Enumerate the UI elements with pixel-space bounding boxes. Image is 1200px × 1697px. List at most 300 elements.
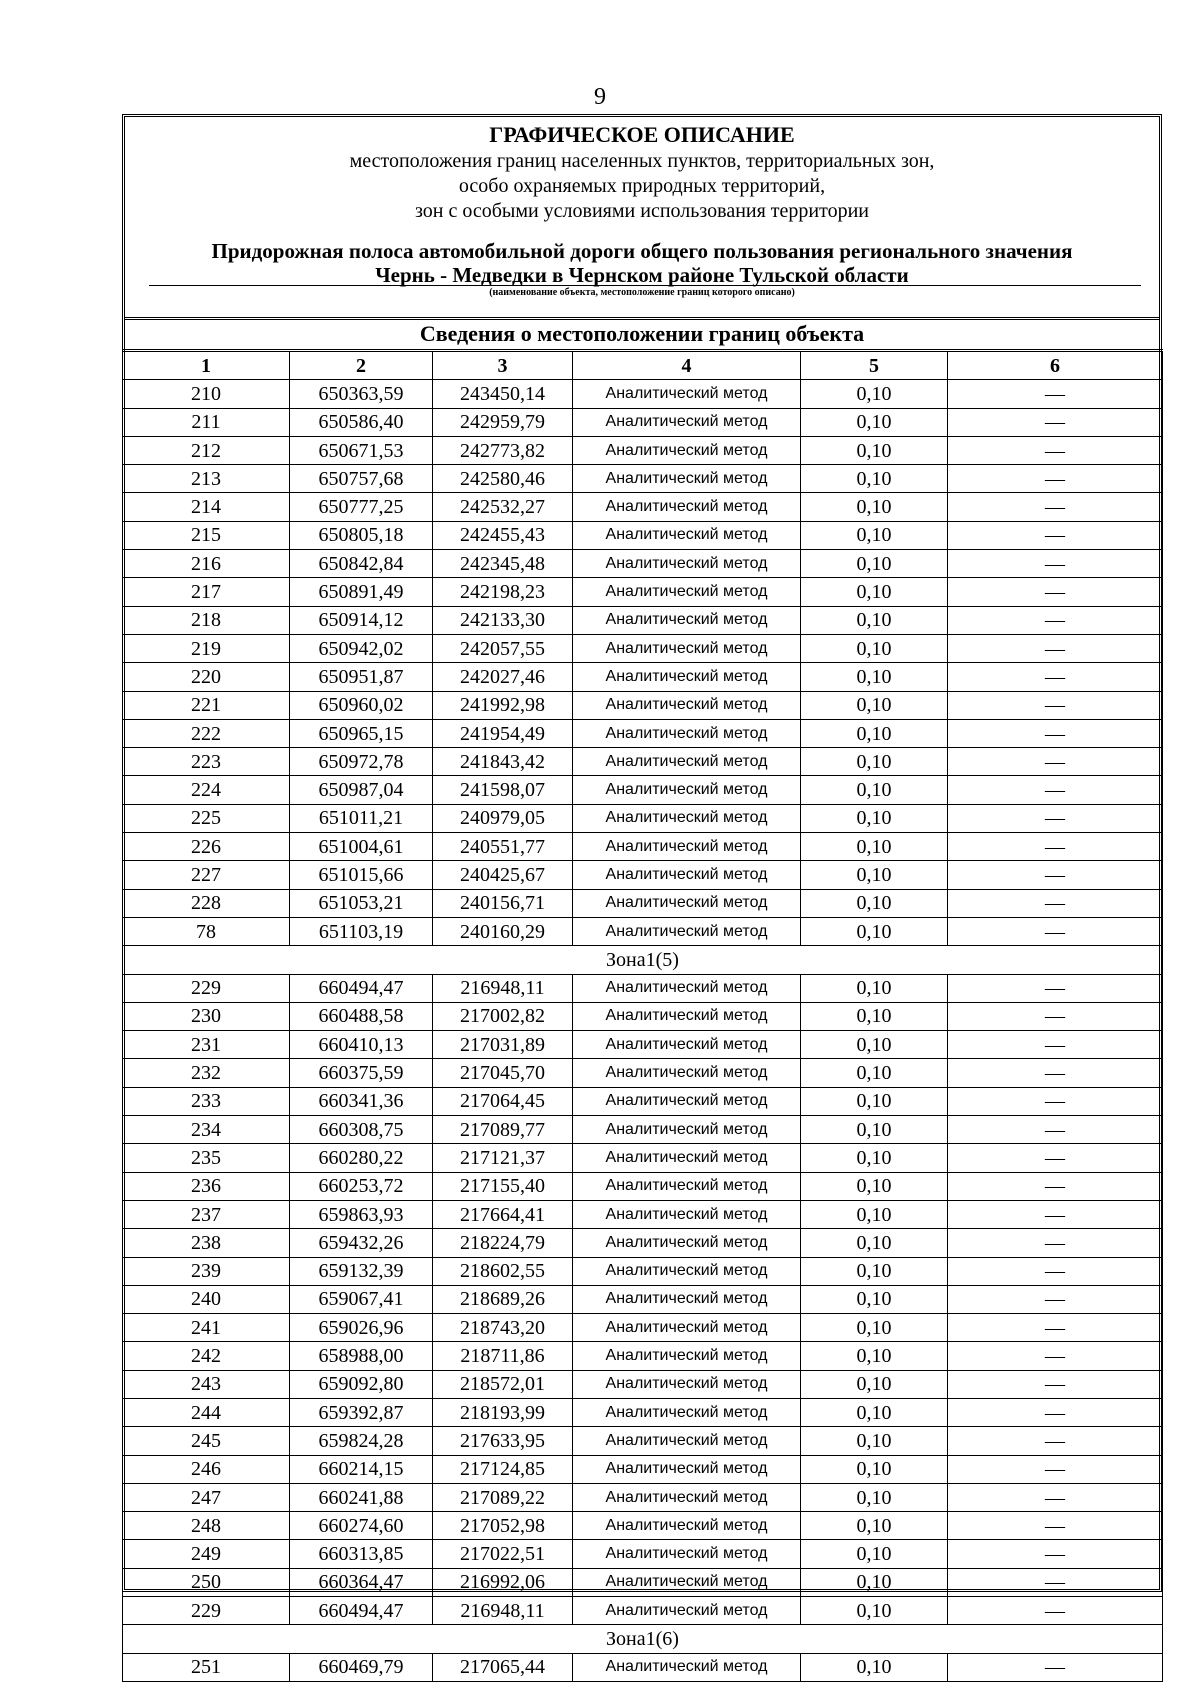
table-cell: 650960,02 bbox=[290, 691, 433, 719]
table-row bbox=[123, 634, 1163, 662]
table-cell: 242959,79 bbox=[433, 408, 573, 436]
column-header: 6 bbox=[948, 351, 1163, 380]
table-cell: 0,10 bbox=[801, 1568, 948, 1596]
page-number: 9 bbox=[594, 84, 606, 110]
column-header: 1 bbox=[123, 351, 290, 380]
table-cell: 217121,37 bbox=[433, 1144, 573, 1172]
table-cell: 0,10 bbox=[801, 1512, 948, 1540]
table-cell: 0,10 bbox=[801, 1455, 948, 1483]
table-cell: 241954,49 bbox=[433, 719, 573, 747]
table-cell: 0,10 bbox=[801, 1031, 948, 1059]
table-row bbox=[123, 1597, 1163, 1625]
table-cell: — bbox=[948, 1257, 1163, 1285]
table-cell: 660214,15 bbox=[290, 1455, 433, 1483]
table-cell: 0,10 bbox=[801, 1398, 948, 1426]
table-row bbox=[123, 550, 1163, 578]
table-cell: 0,10 bbox=[801, 606, 948, 634]
table-row bbox=[123, 1483, 1163, 1511]
table-cell: — bbox=[948, 1144, 1163, 1172]
table-cell: 0,10 bbox=[801, 1370, 948, 1398]
object-name-line: Чернь - Медведки в Чернском районе Тульской области bbox=[375, 263, 909, 287]
table-cell: 0,10 bbox=[801, 436, 948, 464]
table-cell: 660410,13 bbox=[290, 1031, 433, 1059]
table-cell: Аналитический метод bbox=[573, 1370, 801, 1398]
table-cell: 246 bbox=[123, 1455, 290, 1483]
table-cell: Аналитический метод bbox=[573, 1512, 801, 1540]
table-cell: — bbox=[948, 804, 1163, 832]
table-cell: 217124,85 bbox=[433, 1455, 573, 1483]
table-cell: 242198,23 bbox=[433, 578, 573, 606]
table-cell: — bbox=[948, 1342, 1163, 1370]
table-cell: 243 bbox=[123, 1370, 290, 1398]
table-cell: — bbox=[948, 861, 1163, 889]
table-cell: 242345,48 bbox=[433, 550, 573, 578]
table-cell: 217089,22 bbox=[433, 1483, 573, 1511]
table-cell: 214 bbox=[123, 493, 290, 521]
table-cell: 659392,87 bbox=[290, 1398, 433, 1426]
table-cell: 0,10 bbox=[801, 1540, 948, 1568]
table-cell: 242532,27 bbox=[433, 493, 573, 521]
table-cell: Аналитический метод bbox=[573, 1455, 801, 1483]
table-row bbox=[123, 1314, 1163, 1342]
table-cell: 660494,47 bbox=[290, 974, 433, 1002]
table-cell: 660469,79 bbox=[290, 1653, 433, 1681]
table-cell: 217031,89 bbox=[433, 1031, 573, 1059]
column-header: 4 bbox=[573, 351, 801, 380]
table-cell: Аналитический метод bbox=[573, 1087, 801, 1115]
table-cell: 212 bbox=[123, 436, 290, 464]
object-name-underline bbox=[149, 285, 1141, 286]
table-cell: 0,10 bbox=[801, 380, 948, 408]
table-cell: Аналитический метод bbox=[573, 1116, 801, 1144]
table-cell: 650805,18 bbox=[290, 521, 433, 549]
table-cell: 660241,88 bbox=[290, 1483, 433, 1511]
table-cell: 234 bbox=[123, 1116, 290, 1144]
table-cell: 217089,77 bbox=[433, 1116, 573, 1144]
table-cell: 249 bbox=[123, 1540, 290, 1568]
table-cell: — bbox=[948, 493, 1163, 521]
table-cell: 660375,59 bbox=[290, 1059, 433, 1087]
table-cell: Аналитический метод bbox=[573, 1229, 801, 1257]
table-row bbox=[123, 521, 1163, 549]
table-cell: 0,10 bbox=[801, 1087, 948, 1115]
table-cell: 211 bbox=[123, 408, 290, 436]
table-cell: 216992,06 bbox=[433, 1568, 573, 1596]
table-cell: — bbox=[948, 1597, 1163, 1625]
table-cell: Аналитический метод bbox=[573, 861, 801, 889]
table-cell: 0,10 bbox=[801, 578, 948, 606]
table-row bbox=[123, 1398, 1163, 1426]
table-cell: 78 bbox=[123, 917, 290, 945]
table-cell: 659132,39 bbox=[290, 1257, 433, 1285]
table-row bbox=[123, 606, 1163, 634]
table-cell: 0,10 bbox=[801, 634, 948, 662]
table-cell: 0,10 bbox=[801, 719, 948, 747]
table-cell: 0,10 bbox=[801, 1285, 948, 1313]
table-cell: 217155,40 bbox=[433, 1172, 573, 1200]
table-cell: 0,10 bbox=[801, 465, 948, 493]
table-cell: 650586,40 bbox=[290, 408, 433, 436]
table-cell: 0,10 bbox=[801, 917, 948, 945]
table-cell: — bbox=[948, 691, 1163, 719]
table-cell: 0,10 bbox=[801, 974, 948, 1002]
table-cell: 0,10 bbox=[801, 748, 948, 776]
table-cell: — bbox=[948, 663, 1163, 691]
table-cell: 217 bbox=[123, 578, 290, 606]
table-cell: 236 bbox=[123, 1172, 290, 1200]
table-cell: Аналитический метод bbox=[573, 691, 801, 719]
table-cell: Аналитический метод bbox=[573, 1540, 801, 1568]
table-cell: 238 bbox=[123, 1229, 290, 1257]
table-cell: 229 bbox=[123, 974, 290, 1002]
table-cell: 650757,68 bbox=[290, 465, 433, 493]
table-cell: 650914,12 bbox=[290, 606, 433, 634]
table-cell: 0,10 bbox=[801, 833, 948, 861]
column-header: 2 bbox=[290, 351, 433, 380]
table-cell: 215 bbox=[123, 521, 290, 549]
table-cell: 242455,43 bbox=[433, 521, 573, 549]
table-header-row bbox=[123, 351, 1163, 380]
table-cell: Аналитический метод bbox=[573, 1031, 801, 1059]
table-row bbox=[123, 1568, 1163, 1596]
table-cell: Аналитический метод bbox=[573, 1172, 801, 1200]
table-cell: 242057,55 bbox=[433, 634, 573, 662]
table-row bbox=[123, 1540, 1163, 1568]
subtitle-line: зон с особыми условиями использования территории bbox=[414, 200, 870, 222]
table-cell: 0,10 bbox=[801, 804, 948, 832]
table-cell: Аналитический метод bbox=[573, 663, 801, 691]
table-cell: — bbox=[948, 1200, 1163, 1228]
table-cell: 0,10 bbox=[801, 1342, 948, 1370]
table-cell: Аналитический метод bbox=[573, 465, 801, 493]
table-cell: 0,10 bbox=[801, 691, 948, 719]
table-cell: 217064,45 bbox=[433, 1087, 573, 1115]
table-cell: 240 bbox=[123, 1285, 290, 1313]
table-cell: 230 bbox=[123, 1002, 290, 1030]
table-cell: Аналитический метод bbox=[573, 493, 801, 521]
table-cell: 218224,79 bbox=[433, 1229, 573, 1257]
table-cell: — bbox=[948, 889, 1163, 917]
table-cell: 660280,22 bbox=[290, 1144, 433, 1172]
table-cell: 0,10 bbox=[801, 1653, 948, 1681]
table-cell: 231 bbox=[123, 1031, 290, 1059]
section-divider bbox=[125, 317, 1159, 320]
table-cell: 659824,28 bbox=[290, 1427, 433, 1455]
table-cell: — bbox=[948, 634, 1163, 662]
table-cell: 226 bbox=[123, 833, 290, 861]
table-cell: — bbox=[948, 1370, 1163, 1398]
table-cell: 0,10 bbox=[801, 1172, 948, 1200]
table-cell: Аналитический метод bbox=[573, 1427, 801, 1455]
table-cell: — bbox=[948, 974, 1163, 1002]
table-cell: 660253,72 bbox=[290, 1172, 433, 1200]
table-cell: 659026,96 bbox=[290, 1314, 433, 1342]
table-cell: Аналитический метод bbox=[573, 634, 801, 662]
table-cell: 0,10 bbox=[801, 1116, 948, 1144]
table-cell: — bbox=[948, 408, 1163, 436]
table-row bbox=[123, 776, 1163, 804]
table-cell: — bbox=[948, 1002, 1163, 1030]
column-header: 3 bbox=[433, 351, 573, 380]
table-cell: 218743,20 bbox=[433, 1314, 573, 1342]
table-cell: 651004,61 bbox=[290, 833, 433, 861]
table-cell: Аналитический метод bbox=[573, 1597, 801, 1625]
table-row bbox=[123, 1653, 1163, 1681]
table-cell: 659863,93 bbox=[290, 1200, 433, 1228]
table-cell: Аналитический метод bbox=[573, 1398, 801, 1426]
table-row bbox=[123, 691, 1163, 719]
table-cell: 650842,84 bbox=[290, 550, 433, 578]
table-cell: Аналитический метод bbox=[573, 1285, 801, 1313]
table-cell: 245 bbox=[123, 1427, 290, 1455]
table-cell: 0,10 bbox=[801, 1427, 948, 1455]
table-cell: 242 bbox=[123, 1342, 290, 1370]
table-cell: 217633,95 bbox=[433, 1427, 573, 1455]
table-cell: 232 bbox=[123, 1059, 290, 1087]
table-cell: — bbox=[948, 1172, 1163, 1200]
table-cell: 0,10 bbox=[801, 1257, 948, 1285]
table-row bbox=[123, 804, 1163, 832]
table-cell: 216948,11 bbox=[433, 974, 573, 1002]
table-cell: — bbox=[948, 521, 1163, 549]
table-cell: 0,10 bbox=[801, 1002, 948, 1030]
table-row bbox=[123, 861, 1163, 889]
table-cell: 218 bbox=[123, 606, 290, 634]
table-cell: 229 bbox=[123, 1597, 290, 1625]
zone-label: Зона1(5) bbox=[123, 946, 1163, 974]
column-header: 5 bbox=[801, 351, 948, 380]
table-cell: 650965,15 bbox=[290, 719, 433, 747]
table-cell: 217065,44 bbox=[433, 1653, 573, 1681]
table-cell: 228 bbox=[123, 889, 290, 917]
table-cell: 659432,26 bbox=[290, 1229, 433, 1257]
table-cell: — bbox=[948, 436, 1163, 464]
table-row bbox=[123, 1427, 1163, 1455]
table-cell: — bbox=[948, 606, 1163, 634]
table-cell: 217045,70 bbox=[433, 1059, 573, 1087]
table-cell: — bbox=[948, 1455, 1163, 1483]
table-row bbox=[123, 1116, 1163, 1144]
table-cell: — bbox=[948, 719, 1163, 747]
table-cell: — bbox=[948, 917, 1163, 945]
section-title: Сведения о местоположении границ объекта bbox=[419, 321, 865, 346]
table-cell: Аналитический метод bbox=[573, 521, 801, 549]
table-cell: 651103,19 bbox=[290, 917, 433, 945]
table-row bbox=[123, 436, 1163, 464]
table-row bbox=[123, 380, 1163, 408]
table-cell: 216 bbox=[123, 550, 290, 578]
table-cell: Аналитический метод bbox=[573, 408, 801, 436]
table-cell: Аналитический метод bbox=[573, 974, 801, 1002]
table-cell: 0,10 bbox=[801, 1314, 948, 1342]
table-cell: 241598,07 bbox=[433, 776, 573, 804]
table-cell: Аналитический метод bbox=[573, 1002, 801, 1030]
table-cell: 0,10 bbox=[801, 521, 948, 549]
table-cell: 220 bbox=[123, 663, 290, 691]
table-cell: — bbox=[948, 1568, 1163, 1596]
table-row bbox=[123, 1342, 1163, 1370]
table-cell: 242580,46 bbox=[433, 465, 573, 493]
table-row bbox=[123, 578, 1163, 606]
table-row bbox=[123, 1455, 1163, 1483]
table-cell: — bbox=[948, 1427, 1163, 1455]
table-cell: Аналитический метод bbox=[573, 719, 801, 747]
table-cell: — bbox=[948, 1314, 1163, 1342]
table-cell: 660494,47 bbox=[290, 1597, 433, 1625]
table-cell: Аналитический метод bbox=[573, 804, 801, 832]
table-cell: Аналитический метод bbox=[573, 917, 801, 945]
table-row bbox=[123, 889, 1163, 917]
table-cell: 650671,53 bbox=[290, 436, 433, 464]
table-row bbox=[123, 748, 1163, 776]
table-cell: 239 bbox=[123, 1257, 290, 1285]
table-row bbox=[123, 1200, 1163, 1228]
table-cell: 241 bbox=[123, 1314, 290, 1342]
table-cell: — bbox=[948, 380, 1163, 408]
table-cell: 0,10 bbox=[801, 1144, 948, 1172]
table-cell: Аналитический метод bbox=[573, 833, 801, 861]
table-cell: 213 bbox=[123, 465, 290, 493]
table-cell: 0,10 bbox=[801, 1483, 948, 1511]
table-row bbox=[123, 1087, 1163, 1115]
table-row bbox=[123, 1229, 1163, 1257]
table-cell: Аналитический метод bbox=[573, 578, 801, 606]
table-cell: — bbox=[948, 578, 1163, 606]
table-cell: 217664,41 bbox=[433, 1200, 573, 1228]
table-cell: Аналитический метод bbox=[573, 606, 801, 634]
table-cell: — bbox=[948, 1483, 1163, 1511]
table-cell: 0,10 bbox=[801, 1200, 948, 1228]
coordinates-table bbox=[122, 349, 1163, 1682]
table-cell: 242773,82 bbox=[433, 436, 573, 464]
table-cell: 223 bbox=[123, 748, 290, 776]
table-cell: 210 bbox=[123, 380, 290, 408]
table-cell: Аналитический метод bbox=[573, 1342, 801, 1370]
table-cell: 658988,00 bbox=[290, 1342, 433, 1370]
table-row bbox=[123, 493, 1163, 521]
table-cell: 233 bbox=[123, 1087, 290, 1115]
table-cell: 248 bbox=[123, 1512, 290, 1540]
table-cell: 0,10 bbox=[801, 663, 948, 691]
table-cell: 650987,04 bbox=[290, 776, 433, 804]
table-row bbox=[123, 974, 1163, 1002]
table-row bbox=[123, 1172, 1163, 1200]
table-cell: — bbox=[948, 1653, 1163, 1681]
table-cell: 242027,46 bbox=[433, 663, 573, 691]
table-row bbox=[123, 1512, 1163, 1540]
table-cell: 225 bbox=[123, 804, 290, 832]
table-cell: — bbox=[948, 550, 1163, 578]
table-cell: 651053,21 bbox=[290, 889, 433, 917]
table-cell: 240425,67 bbox=[433, 861, 573, 889]
table-cell: 237 bbox=[123, 1200, 290, 1228]
table-cell: 240979,05 bbox=[433, 804, 573, 832]
table-row bbox=[123, 1059, 1163, 1087]
table-cell: — bbox=[948, 1512, 1163, 1540]
table-cell: 240551,77 bbox=[433, 833, 573, 861]
table-cell: 218711,86 bbox=[433, 1342, 573, 1370]
table-cell: 0,10 bbox=[801, 889, 948, 917]
table-row bbox=[123, 408, 1163, 436]
table-cell: — bbox=[948, 1087, 1163, 1115]
table-cell: 216948,11 bbox=[433, 1597, 573, 1625]
table-cell: 660274,60 bbox=[290, 1512, 433, 1540]
zone-row bbox=[123, 1625, 1163, 1653]
object-name-caption: (наименование объекта, местоположение границ которого описано) bbox=[489, 287, 795, 298]
table-cell: 219 bbox=[123, 634, 290, 662]
table-cell: Аналитический метод bbox=[573, 1568, 801, 1596]
table-cell: 651015,66 bbox=[290, 861, 433, 889]
document-frame bbox=[122, 114, 1162, 1679]
table-body bbox=[123, 380, 1163, 1682]
table-cell: Аналитический метод bbox=[573, 1144, 801, 1172]
table-cell: 250 bbox=[123, 1568, 290, 1596]
table-cell: — bbox=[948, 1059, 1163, 1087]
table-cell: 650942,02 bbox=[290, 634, 433, 662]
table-cell: 650972,78 bbox=[290, 748, 433, 776]
table-cell: 240156,71 bbox=[433, 889, 573, 917]
table-cell: 241843,42 bbox=[433, 748, 573, 776]
table-cell: 244 bbox=[123, 1398, 290, 1426]
table-cell: 217002,82 bbox=[433, 1002, 573, 1030]
table-row bbox=[123, 719, 1163, 747]
table-cell: — bbox=[948, 776, 1163, 804]
table-cell: 218572,01 bbox=[433, 1370, 573, 1398]
table-cell: — bbox=[948, 833, 1163, 861]
table-cell: 0,10 bbox=[801, 1059, 948, 1087]
table-cell: — bbox=[948, 1540, 1163, 1568]
table-cell: 217052,98 bbox=[433, 1512, 573, 1540]
table-cell: 235 bbox=[123, 1144, 290, 1172]
table-cell: 650891,49 bbox=[290, 578, 433, 606]
table-cell: 241992,98 bbox=[433, 691, 573, 719]
object-name-line: Придорожная полоса автомобильной дороги общего пользования регионального значения bbox=[211, 239, 1073, 263]
table-cell: 227 bbox=[123, 861, 290, 889]
table-cell: — bbox=[948, 1285, 1163, 1313]
table-cell: — bbox=[948, 1116, 1163, 1144]
table-cell: 218689,26 bbox=[433, 1285, 573, 1313]
zone-label: Зона1(6) bbox=[123, 1625, 1163, 1653]
table-cell: 660488,58 bbox=[290, 1002, 433, 1030]
table-cell: Аналитический метод bbox=[573, 1314, 801, 1342]
table-cell: Аналитический метод bbox=[573, 889, 801, 917]
table-cell: Аналитический метод bbox=[573, 436, 801, 464]
table-cell: Аналитический метод bbox=[573, 550, 801, 578]
table-row bbox=[123, 1370, 1163, 1398]
subtitle-line: местоположения границ населенных пунктов, территориальных зон, bbox=[349, 150, 935, 172]
table-cell: Аналитический метод bbox=[573, 1257, 801, 1285]
table-row bbox=[123, 1031, 1163, 1059]
table-cell: Аналитический метод bbox=[573, 1200, 801, 1228]
table-cell: — bbox=[948, 1031, 1163, 1059]
table-cell: 651011,21 bbox=[290, 804, 433, 832]
table-cell: 650363,59 bbox=[290, 380, 433, 408]
table-cell: Аналитический метод bbox=[573, 1653, 801, 1681]
table-cell: 0,10 bbox=[801, 1229, 948, 1257]
table-cell: 659067,41 bbox=[290, 1285, 433, 1313]
table-cell: 242133,30 bbox=[433, 606, 573, 634]
table-row bbox=[123, 465, 1163, 493]
table-cell: 243450,14 bbox=[433, 380, 573, 408]
table-cell: 0,10 bbox=[801, 493, 948, 521]
table-cell: 221 bbox=[123, 691, 290, 719]
table-cell: 251 bbox=[123, 1653, 290, 1681]
subtitle-line: особо охраняемых природных территорий, bbox=[458, 175, 826, 197]
table-cell: — bbox=[948, 465, 1163, 493]
table-cell: 218193,99 bbox=[433, 1398, 573, 1426]
table-cell: 218602,55 bbox=[433, 1257, 573, 1285]
table-cell: 650777,25 bbox=[290, 493, 433, 521]
